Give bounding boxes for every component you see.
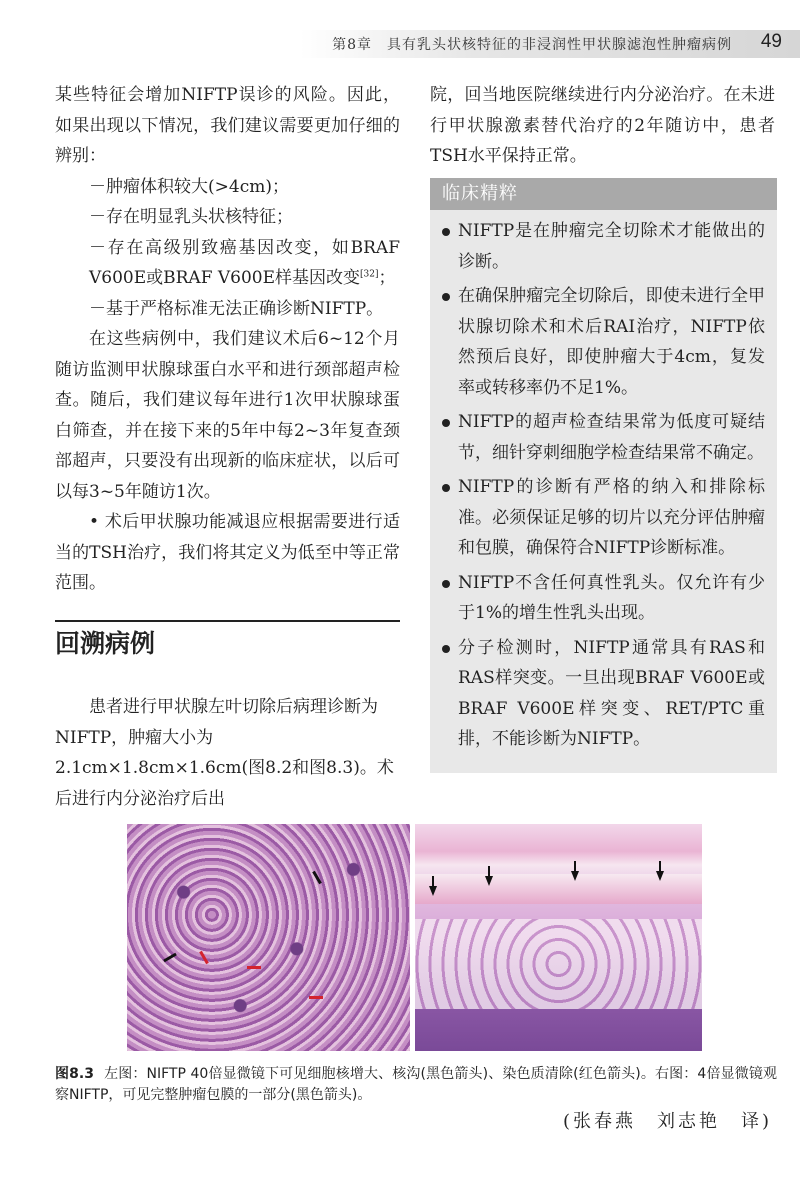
list-item-text: NIFTP的超声检查结果常为低度可疑结节，细针穿刺细胞学检查结果常不确定。 — [458, 412, 765, 463]
list-item — [442, 407, 765, 468]
black-arrow-icon — [656, 871, 664, 881]
dash-item-2: －存在明显乳头状核特征； — [89, 207, 293, 227]
list-item — [442, 568, 765, 629]
bullet-icon — [442, 580, 450, 588]
dash-item-3-suffix: ； — [378, 268, 396, 288]
figure-caption — [55, 1064, 777, 1106]
black-arrow-icon — [485, 876, 493, 886]
tsh-paragraph: • 术后甲状腺功能减退应根据需要进行适当的TSH治疗，我们将其定义为低至中等正常范围。 — [55, 512, 400, 593]
bullet-icon — [442, 419, 450, 427]
list-item — [442, 281, 765, 403]
clinical-pearls-box — [430, 178, 777, 773]
follicle-region — [415, 919, 702, 1009]
list-item — [442, 216, 765, 277]
list-item-text: 分子检测时，NIFTP通常具有RAS和RAS样突变。一旦出现BRAF V600E或BRAF V600E样突变、RET/PTC重排，不能诊断为NIFTP。 — [458, 637, 765, 749]
clinical-pearls-title: 临床精粹 — [430, 178, 777, 210]
list-item-text: NIFTP不含任何真性乳头。仅允许有少于1%的增生性乳头出现。 — [458, 572, 765, 623]
intro-paragraph: 某些特征会增加NIFTP误诊的风险。因此，如果出现以下情况，我们建议需要更加仔细的辨别： — [55, 85, 400, 166]
list-item — [442, 472, 765, 564]
bullet-icon — [442, 645, 450, 653]
bullet-icon — [442, 484, 450, 492]
case-continuation: 院，回当地医院继续进行内分泌治疗。在未进行甲状腺激素替代治疗的2年随访中，患者TSH水平保持正常。 — [430, 85, 775, 166]
black-arrow-icon — [432, 876, 434, 886]
red-arrow-icon — [309, 996, 323, 999]
black-arrow-icon — [163, 953, 177, 963]
micrograph-40x — [127, 824, 410, 1051]
list-item-text: NIFTP的诊断有严格的纳入和排除标准。必须保证足够的切片以充分评估肿瘤和包膜，确保符合NIFTP诊断标准。 — [458, 477, 765, 558]
list-item-text: NIFTP是在肿瘤完全切除术才能做出的诊断。 — [458, 221, 765, 272]
red-arrow-icon — [247, 966, 261, 969]
black-arrow-icon — [574, 861, 576, 871]
dash-item-1: －肿瘤体积较大(>4cm)； — [89, 176, 289, 197]
dash-item-3-text: －存在高级别致癌基因改变，如BRAF V600E或BRAF V600E样基因改变 — [89, 237, 400, 288]
clinical-pearls-list — [430, 210, 777, 755]
dash-item-3 — [55, 233, 400, 294]
bullet-icon — [442, 228, 450, 236]
black-arrow-icon — [429, 886, 437, 896]
figure-caption-text: 左图：NIFTP 40倍显微镜下可见细胞核增大、核沟(黑色箭头)、染色质清除(红色箭头)。右图：4倍显微镜观察NIFTP，可见完整肿瘤包膜的一部分(黑色箭头)。 — [55, 1066, 778, 1103]
list-item — [442, 633, 765, 755]
red-arrow-icon — [199, 951, 209, 965]
dash-item-4: －基于严格标准无法正确诊断NIFTP。 — [89, 298, 384, 319]
micrograph-4x — [415, 824, 702, 1051]
chapter-title: 第8章 具有乳头状核特征的非浸润性甲状腺滤泡性肿瘤病例 — [332, 37, 732, 53]
right-column — [430, 80, 775, 172]
section-heading: 回溯病例 — [55, 620, 400, 662]
black-arrow-icon — [659, 861, 661, 871]
translator-credit: (张春燕 刘志艳 译) — [562, 1111, 772, 1132]
black-arrow-icon — [488, 866, 490, 876]
black-arrow-icon — [312, 871, 322, 885]
black-arrow-icon — [571, 871, 579, 881]
list-item-text: 在确保肿瘤完全切除后，即使未进行全甲状腺切除术和术后RAI治疗，NIFTP依然预后良好，即使肿瘤大于4cm，复发率或转移率仍不足1%。 — [458, 286, 765, 398]
left-column — [55, 80, 400, 599]
bullet-icon — [442, 293, 450, 301]
page-number: 49 — [760, 31, 782, 52]
followup-paragraph: 在这些病例中，我们建议术后6~12个月随访监测甲状腺球蛋白水平和进行颈部超声检查。随后，我们建议每年进行1次甲状腺球蛋白筛查，并在接下来的5年中每2~3年复查颈部超声，只要没有出现新的临床症状，以后可以每3~5年随访1次。 — [55, 329, 400, 502]
case-paragraph — [55, 675, 400, 831]
case-text: 患者进行甲状腺左叶切除后病理诊断为NIFTP，肿瘤大小为2.1cm×1.8cm×1.6cm(图8.2和图8.3)。术后进行内分泌治疗后出 — [55, 697, 394, 809]
citation-ref: [32] — [360, 269, 379, 280]
running-header — [0, 0, 800, 60]
figure-label: 图8.3 — [55, 1066, 94, 1082]
